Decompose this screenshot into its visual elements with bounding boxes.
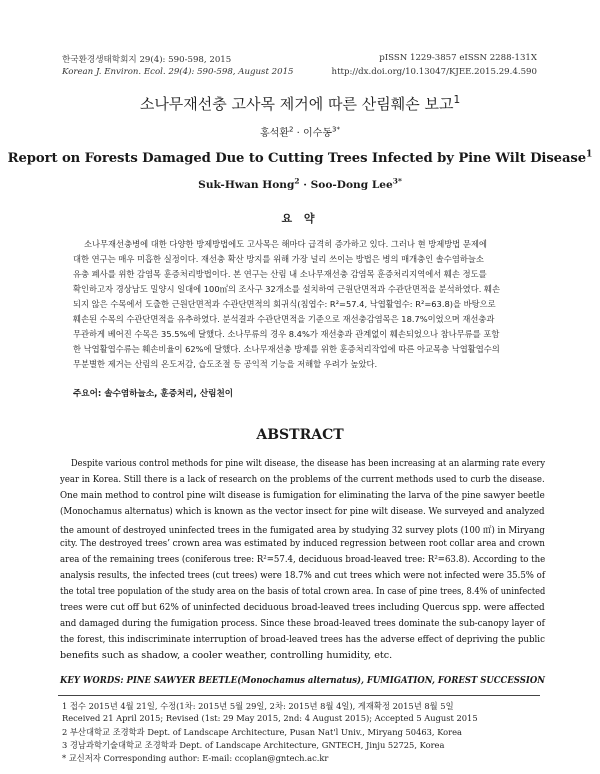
keywords-english: KEY WORDS: PINE SAWYER BEETLE(Monochamus alternatus), FUMIGATION, FOREST SUCCESSION: [60, 675, 545, 686]
footnote-affiliation-3: 3 경남과학기술대학교 조경학과 Dept. of Landscape Architecture, GNTECH, Jinju 52725, Korea: [62, 740, 445, 750]
abstract-heading: ABSTRACT: [256, 427, 344, 443]
authors-english: Suk-Hwan Hong$^2$ · Soo-Dong Lee$^{3*}$: [198, 176, 402, 191]
title-english: Report on Forests Damaged Due to Cutting Trees Infected by Pine Wilt Disease$^1$: [7, 148, 593, 166]
summary-line: 유충 폐사를 위한 감염목 훈증처리방법이다. 본 연구는 산림 내 소나무재선충 감염목 훈증처리지역에서 훼손 정도를: [73, 269, 487, 279]
abstract-line: and damaged during the fumigation process. Since these broad-leaved trees dominate the sub-canopy layer of: [60, 618, 545, 629]
footnote-divider: [58, 695, 540, 696]
abstract-line: the forest, this indiscriminate interruption of broad-leaved trees has the adverse effect of depriving the public: [60, 634, 545, 645]
summary-line: 무분별한 제거는 산림의 온도저감, 습도조절 등 공익적 기능을 저해할 우려가 높았다.: [73, 359, 378, 369]
footnote-affiliation-2: 2 부산대학교 조경학과 Dept. of Landscape Architecture, Pusan Nat'l Univ., Miryang 50463, Korea: [62, 727, 462, 737]
abstract-line: analysis results, the infected trees (cut trees) were 18.7% and cut trees which were not infected were 35.5% of: [60, 570, 545, 581]
abstract-line: (Monochamus alternatus) which is known as the vector insect for pine wilt disease. We surveyed and analyzed: [60, 506, 545, 517]
doi-link[interactable]: http://dx.doi.org/10.13047/KJEE.2015.29.4.590: [331, 67, 537, 77]
abstract-line: the total tree population of the study area on the basis of total crown area. In case of pine trees, 8.4% of uninfected: [60, 586, 546, 597]
abstract-line: Despite various control methods for pine wilt disease, the disease has been increasing at an alarming rate every: [71, 458, 546, 469]
abstract-line: benefits such as shadow, a cooler weather, controlling humidity, etc.: [60, 650, 393, 661]
journal-citation-en: Korean J. Environ. Ecol. 29(4): 590-598, August 2015: [62, 67, 294, 77]
footnote-received-en: Received 21 April 2015; Revised (1st: 29 May 2015, 2nd: 4 August 2015); Accepted 5 August 2015: [62, 713, 478, 723]
summary-line: 소나무재선충병에 대한 다양한 방제방법에도 고사목은 해마다 급격히 증가하고 있다. 그러나 현 방제방법 문제에: [84, 239, 487, 249]
authors-korean: 홍석환$^2$ · 이수동$^{3*}$: [260, 125, 340, 139]
abstract-line: One main method to control pine wilt disease is fumigation for eliminating the larva of the pine sawyer beetle: [60, 490, 545, 501]
summary-line: 무관하게 베어진 수목은 35.5%에 달했다. 소나무류의 경우 8.4%가 재선충과 관계없이 훼손되었으나 참나무류를 포함: [73, 329, 500, 339]
footnote-received-ko: 1 접수 2015년 4월 21일, 수정(1차: 2015년 5월 29일, 2차: 2015년 8월 4일), 게재확정 2015년 8월 5일: [62, 701, 454, 711]
summary-line: 대한 연구는 매우 미흡한 실정이다. 재선충 확산 방지를 위해 가장 널리 쓰이는 방법은 병의 매개충인 솔수염하늘소: [73, 254, 484, 264]
summary-line: 훼손된 수목의 수관단면적을 유추하였다. 분석결과 수관단면적을 기준으로 재선충감염목은 18.7%이었으며 재선충과: [73, 314, 495, 324]
abstract-line: trees were cut off but 62% of uninfected deciduous broad-leaved trees including Quercus spp. were affected: [60, 602, 545, 613]
abstract-line: city. The destroyed trees’ crown area was estimated by induced regression between root collar area and crown: [60, 538, 545, 549]
issn-line: pISSN 1229-3857 eISSN 2288-131X: [379, 53, 537, 63]
abstract-line: area of the remaining trees (coniferous tree: R²=57.4, deciduous broad-leaved tree: R²=63.8). According to the: [60, 554, 546, 565]
journal-citation-ko: 한국환경생태학회지 29(4): 590-598, 2015: [62, 55, 232, 65]
title-korean: 소나무재선충 고사목 제거에 따른 산림훼손 보고$^1$: [139, 94, 461, 113]
keywords-korean: 주요어: 솔수염하늘소, 훈증처리, 산림천이: [73, 389, 234, 399]
summary-line: 한 낙엽활엽수류는 훼손비율이 62%에 달했다. 소나무재선충 방제를 위한 훈증처리작업에 따른 아교목층 낙엽활엽수의: [73, 344, 500, 354]
footnote-corresponding-author: * 교신저자 Corresponding author: E-mail: ccoplan@gntech.ac.kr: [62, 753, 329, 763]
abstract-line: the amount of destroyed uninfected trees in the fumigated area by studying 32 survey plots (100 ㎡) in Miryang: [60, 525, 545, 536]
summary-line: 확인하고자 경상남도 밀양시 일대에 100㎡의 조사구 32개소를 설치하여 근원단면적과 수관단면적을 분석하였다. 훼손: [73, 284, 501, 294]
summary-line: 되지 않은 수목에서 도출한 근원단면적과 수관단면적의 회귀식(침엽수: R²=57.4, 낙엽활엽수: R²=63.8)을 바탕으로: [73, 299, 496, 309]
abstract-line: year in Korea. Still there is a lack of research on the problems of the current methods used to curb the disease.: [60, 474, 545, 485]
summary-heading-ko: 요 약: [281, 212, 319, 225]
